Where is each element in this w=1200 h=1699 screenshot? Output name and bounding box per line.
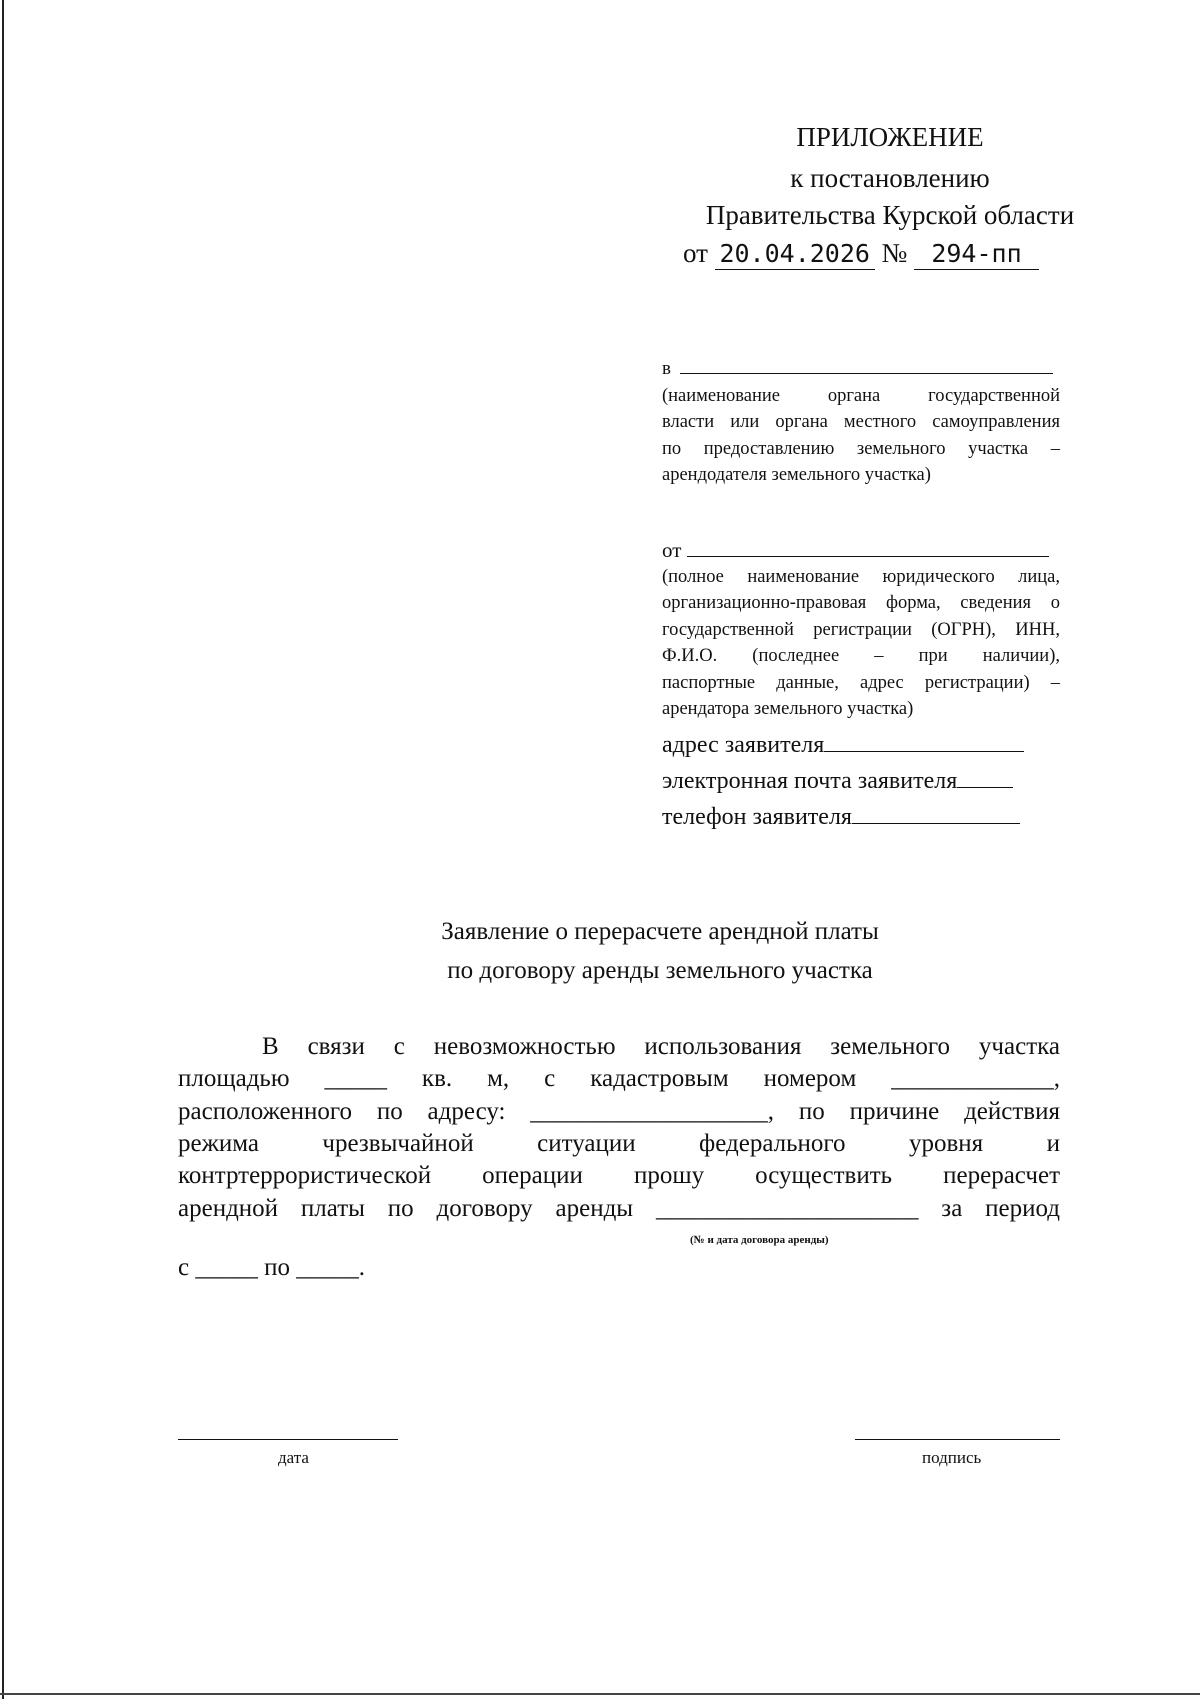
body-line-1: В связи с невозможностью использования земельного участка — [262, 1033, 1060, 1060]
applicant-email-label: электронная почта заявителя — [662, 768, 958, 794]
applicant-address-label: адрес заявителя — [662, 732, 825, 758]
page-bottom-border — [0, 1693, 1200, 1695]
addressee-from-prefix: от — [662, 538, 682, 562]
contract-number-note: (№ и дата договора аренды) — [690, 1234, 829, 1246]
appendix-from-prefix: от — [683, 238, 708, 268]
addressee-to-note-3: по предоставлению земельного участка – — [662, 438, 1060, 459]
appendix-number: 294-пп — [914, 239, 1039, 270]
applicant-phone-label: телефон заявителя — [662, 804, 852, 830]
addressee-from-note-2: организационно-правовая форма, сведения о — [662, 593, 1060, 613]
date-signature-line — [178, 1439, 398, 1440]
addressee-from-block — [662, 537, 1060, 723]
body-line-7: с _____ по _____. — [178, 1254, 365, 1281]
addressee-to-line — [662, 356, 1060, 383]
appendix-issuer: Правительства Курской области — [705, 200, 1075, 230]
signature-label: подпись — [922, 1448, 982, 1467]
body-line-6: арендной платы по договору аренды _____________________ за период — [178, 1195, 1060, 1222]
date-label: дата — [278, 1448, 309, 1467]
addressee-to-note-1: (наименование органа государственной — [662, 385, 1060, 406]
addressee-from-blank — [687, 556, 1049, 557]
body-line-3: расположенного по адресу: ___________________, по причине действия — [178, 1098, 1060, 1125]
statement-title-line-1: Заявление о перерасчете арендной платы — [441, 918, 879, 945]
applicant-email-blank — [957, 787, 1013, 788]
applicant-address-line — [662, 732, 1024, 759]
signature-line — [855, 1439, 1060, 1440]
statement-title-line-2: по договору аренды земельного участка — [447, 957, 873, 984]
body-line-5: контртеррористической операции прошу осуществить перерасчет — [178, 1162, 1060, 1189]
appendix-date-number — [683, 238, 1039, 270]
body-line-4: режима чрезвычайной ситуации федерального уровня и — [178, 1130, 1060, 1157]
appendix-date: 20.04.2026 — [715, 239, 875, 270]
body-line-2: площадью _____ кв. м, с кадастровым номером _____________, — [178, 1065, 1060, 1092]
addressee-to-blank — [680, 373, 1053, 374]
addressee-to-block — [662, 356, 1060, 489]
addressee-from-note-1: (полное наименование юридического лица, — [662, 566, 1060, 587]
addressee-to-note-2: власти или органа местного самоуправления — [662, 412, 1060, 432]
addressee-from-note-3: государственной регистрации (ОГРН), ИНН, — [662, 619, 1060, 640]
addressee-from-note-4: Ф.И.О. (последнее – при наличии), — [662, 646, 1060, 666]
appendix-subtitle: к постановлению — [790, 163, 990, 193]
page-left-border — [2, 0, 4, 1699]
addressee-to-note-4: арендодателя земельного участка) — [662, 465, 931, 485]
appendix-title: ПРИЛОЖЕНИЕ — [796, 122, 984, 152]
addressee-to-prefix: в — [662, 358, 671, 379]
applicant-email-line — [662, 768, 1013, 795]
addressee-from-note-6: арендатора земельного участка) — [662, 699, 914, 719]
addressee-from-note-5: паспортные данные, адрес регистрации) – — [662, 672, 1060, 693]
addressee-from-line — [662, 537, 1060, 564]
applicant-phone-line — [662, 804, 1020, 831]
appendix-number-sign: № — [881, 238, 908, 268]
applicant-phone-blank — [852, 823, 1020, 824]
applicant-address-blank — [824, 751, 1024, 752]
